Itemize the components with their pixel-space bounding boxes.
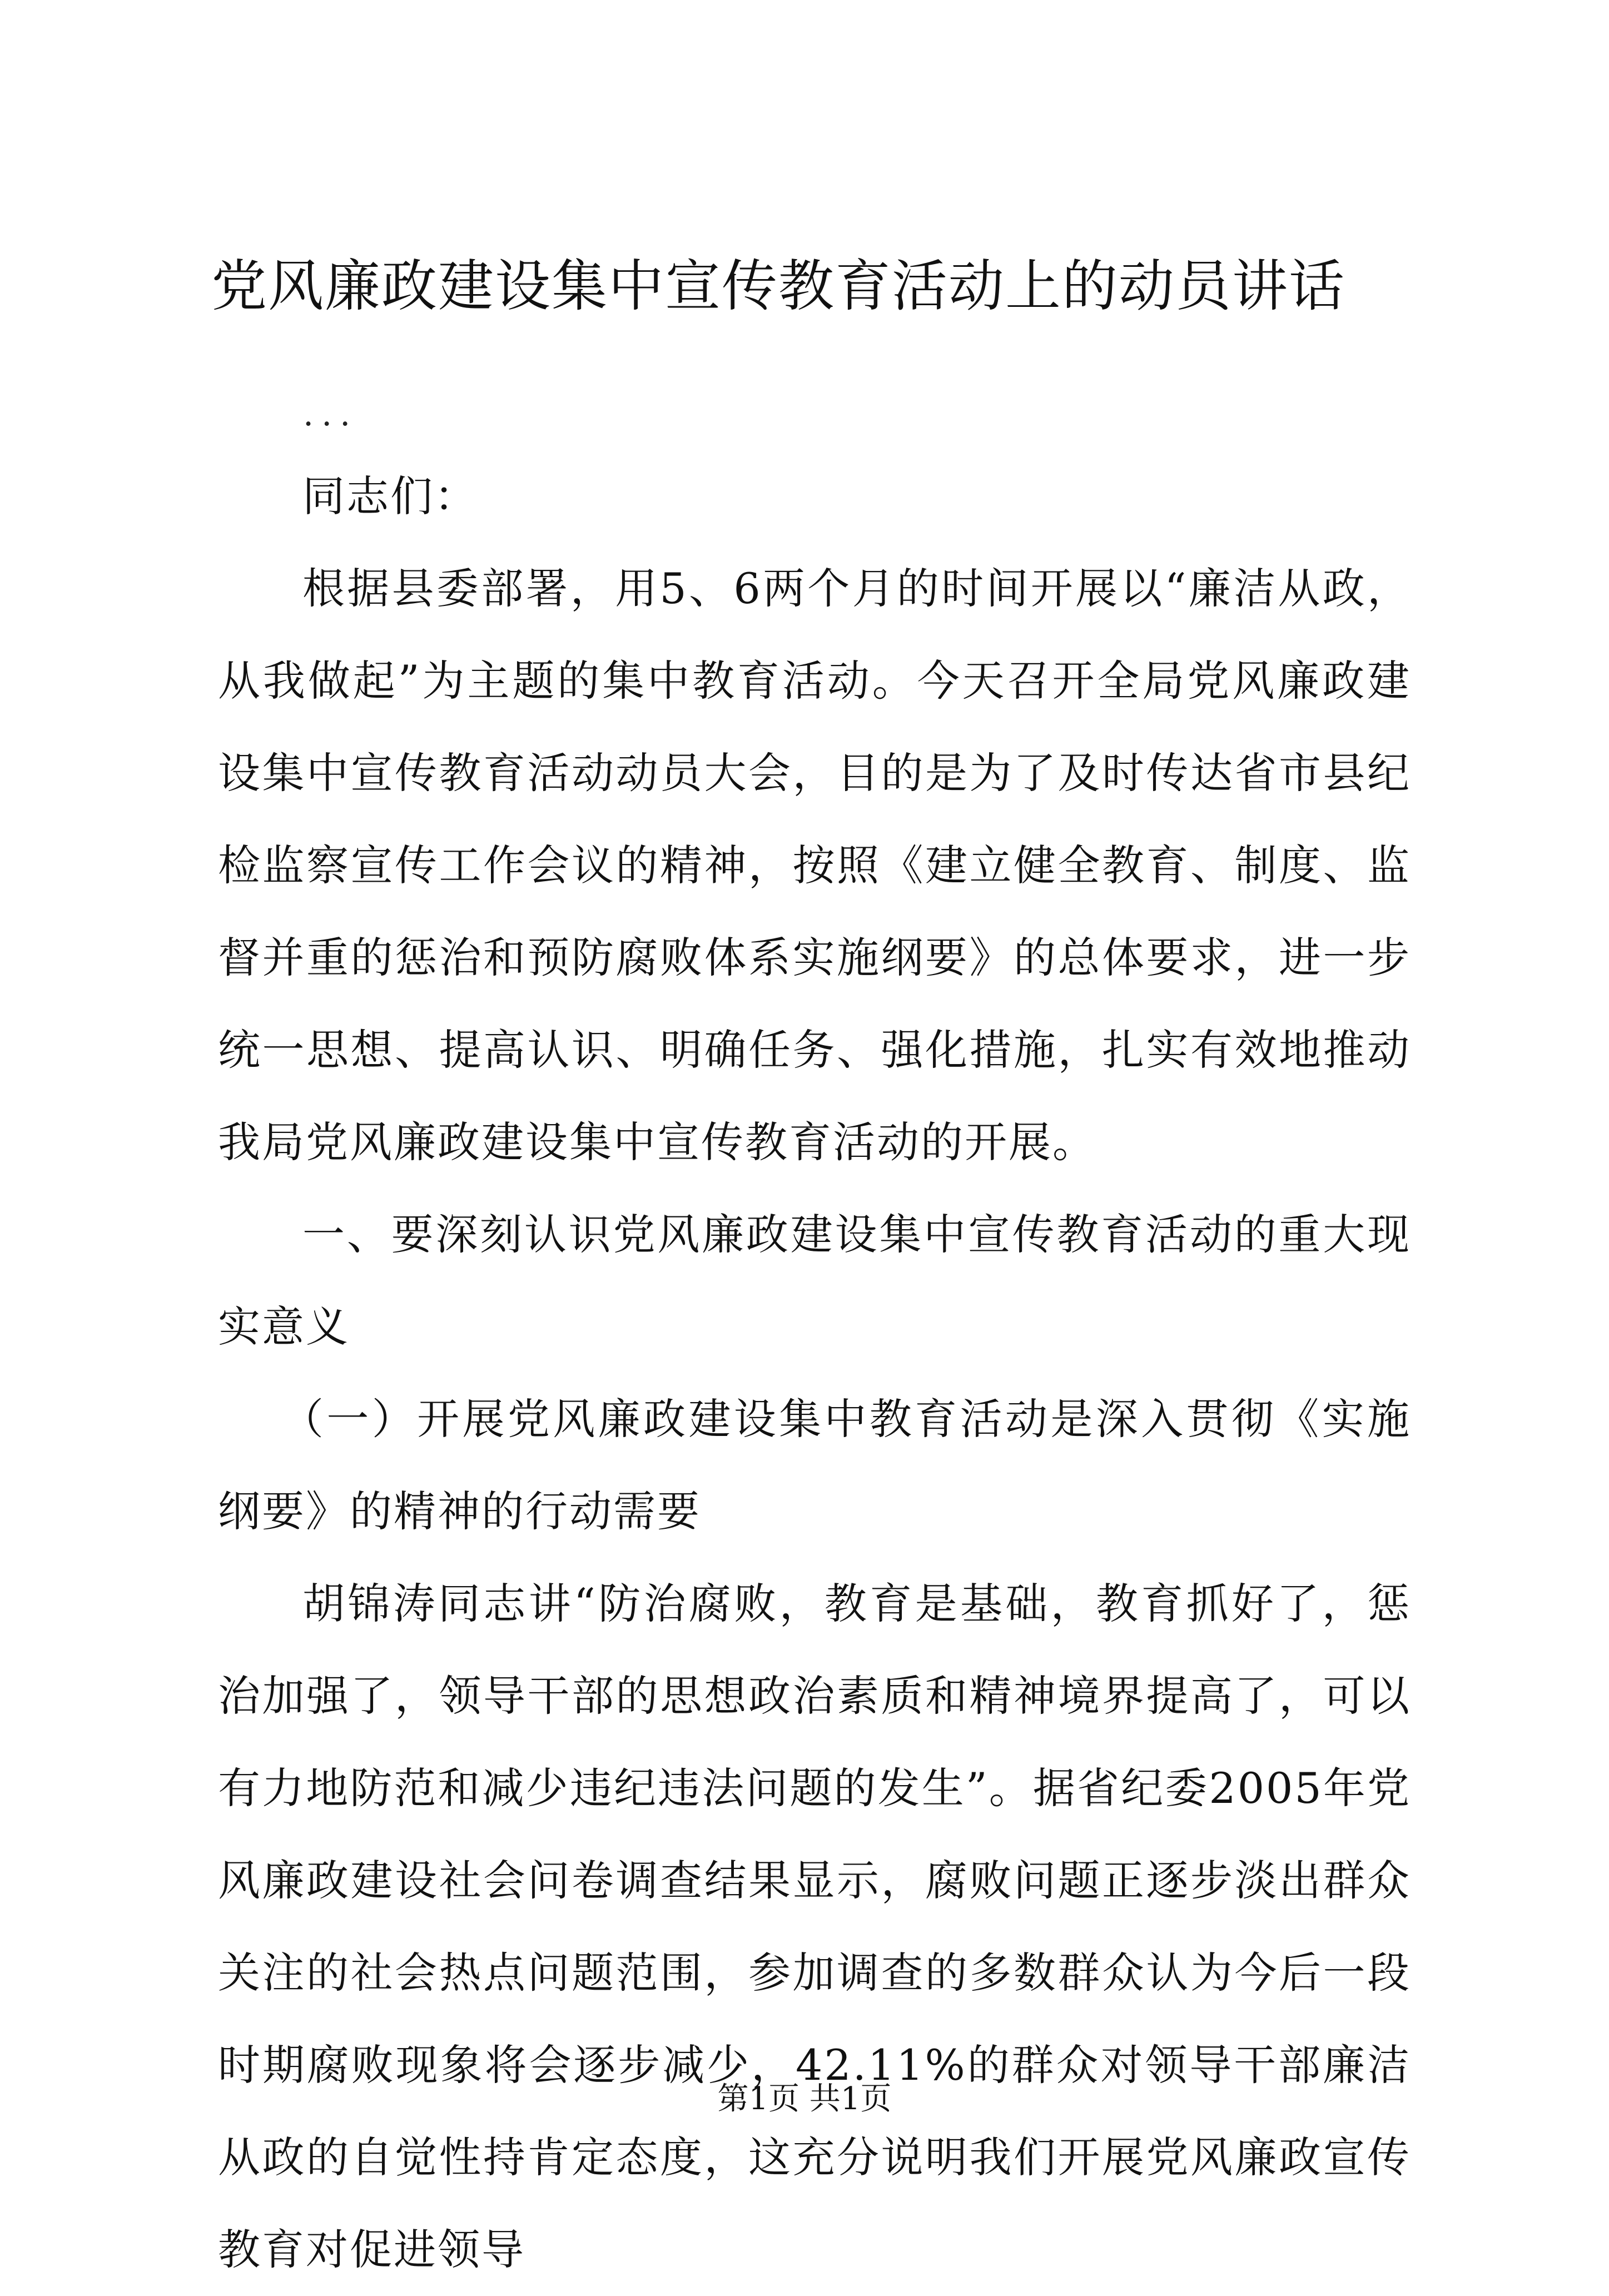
subsection-heading: （一）开展党风廉政建设集中教育活动是深入贯彻《实施纲要》的精神的行动需要 <box>218 1394 1411 1536</box>
page-footer <box>0 2077 1609 2121</box>
section-heading: 一、要深刻认识党风廉政建设集中宣传教育活动的重大现实意义 <box>218 1210 1411 1351</box>
ellipsis-marker: ... <box>303 395 359 434</box>
salutation: 同志们： <box>302 471 478 521</box>
document-title: 党风廉政建设集中宣传教育活动上的动员讲话 <box>211 254 1345 319</box>
document-body <box>218 450 1411 2296</box>
page-number: 第1页 共1页 <box>717 2081 892 2117</box>
body-paragraph: 根据县委部署，用5、6两个月的时间开展以“廉洁从政，从我做起”为主题的集中教育活动。今天召开全局党风廉政建设集中宣传教育活动动员大会，目的是为了及时传达省市县纪检监察宣传工作会议的精神，按照《建立健全教育、制度、监督并重的惩治和预防腐败体系实施纲要》的总体要求，进一步统一思想、提高认识、明确任务、强化措施，扎实有效地推动我局党风廉政建设集中宣传教育活动的开展。 <box>218 564 1411 1167</box>
body-paragraph: 胡锦涛同志讲“防治腐败，教育是基础，教育抓好了，惩治加强了，领导干部的思想政治素质和精神境界提高了，可以有力地防范和减少违纪违法问题的发生”。据省纪委2005年党风廉政建设社会问卷调查结果显示，腐败问题正逐步淡出群众关注的社会热点问题范围，参加调查的多数群众认为今后一段时期腐败现象将会逐步减少，42.11%的群众对领导干部廉洁从政的自觉性持肯定态度，这充分说明我们开展党风廉政宣传教育对促进领导 <box>218 1579 1411 2274</box>
